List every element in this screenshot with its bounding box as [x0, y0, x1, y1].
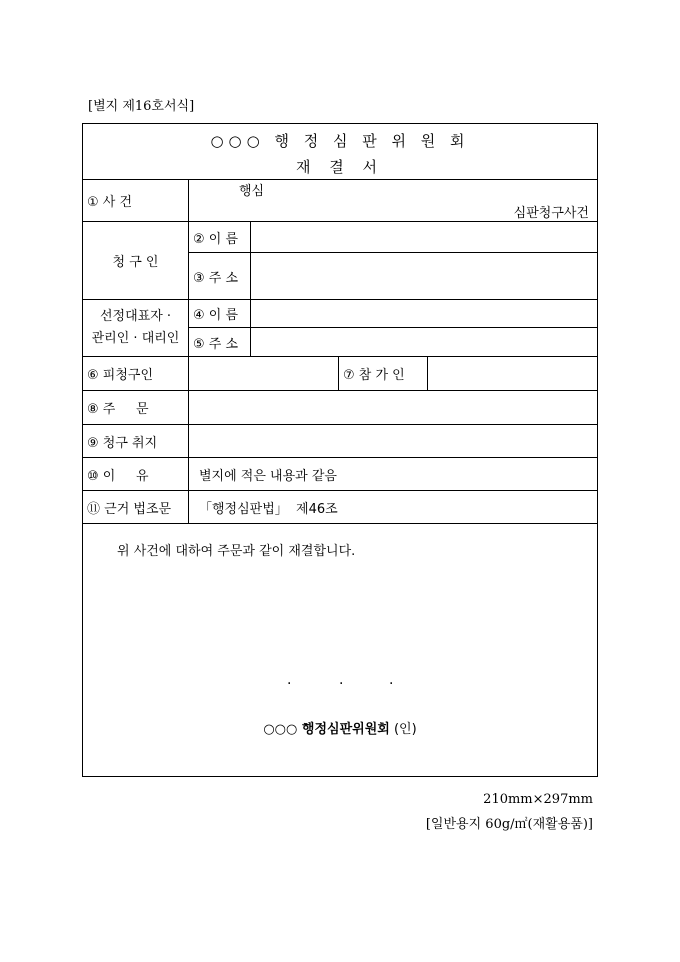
representative-label-line1: 선정대표자 · — [99, 309, 172, 324]
claimant-address-label: ③ 주 소 — [193, 270, 239, 286]
representative-row — [83, 300, 597, 357]
paper-size: 210mm×297mm — [483, 792, 593, 807]
paper-spec: [일반용지 60g/㎡(재활용품)] — [425, 817, 593, 832]
order-field[interactable] — [189, 391, 597, 424]
order-label: ⑧ 주 문 — [83, 391, 189, 424]
title-row — [83, 124, 597, 180]
date-year-dot: · — [287, 676, 292, 692]
committee-signature: ○○○ 행정심판위원회 — [263, 722, 390, 737]
reason-row — [83, 458, 597, 491]
participant-field[interactable] — [428, 357, 597, 390]
representative-address-field[interactable] — [251, 327, 597, 357]
case-label: ① 사 건 — [83, 180, 189, 221]
representative-name-field[interactable] — [251, 300, 597, 327]
legal-basis-row — [83, 491, 597, 524]
claimant-label: 청 구 인 — [83, 222, 189, 299]
claimant-address-field[interactable] — [251, 252, 597, 300]
representative-name-label: ④ 이 름 — [193, 308, 239, 323]
claimant-row — [83, 222, 597, 300]
seal-mark: (인) — [393, 722, 417, 737]
claim-purpose-row — [83, 425, 597, 458]
legal-basis-value: 「행정심판법」 제46조 — [199, 501, 338, 517]
respondent-field[interactable] — [189, 357, 339, 390]
respondent-label: ⑥ 피청구인 — [83, 357, 189, 390]
representative-label-line2: 관리인 · 대리인 — [91, 331, 180, 346]
committee-title: ○○○ 행 정 심 판 위 원 회 — [210, 132, 470, 150]
legal-basis-label: ⑪ 근거 법조문 — [83, 491, 189, 523]
reason-label: ⑩ 이 유 — [83, 458, 189, 490]
case-prefix: 행심 — [239, 184, 265, 199]
reason-value: 별지에 적은 내용과 같음 — [199, 468, 337, 484]
date-day-dot: · — [389, 676, 394, 692]
signature-line — [83, 718, 597, 737]
representative-address-label: ⑤ 주 소 — [193, 336, 239, 352]
document-title: 재 결 서 — [295, 158, 384, 176]
participant-label: ⑦ 참 가 인 — [339, 357, 428, 390]
claim-purpose-label: ⑨ 청구 취지 — [83, 425, 189, 457]
date-month-dot: · — [339, 676, 344, 692]
claimant-name-field[interactable] — [251, 222, 597, 252]
claimant-name-label: ② 이 름 — [193, 231, 239, 247]
form-number-label: [별지 제16호서식] — [88, 99, 195, 114]
case-suffix: 심판청구사건 — [513, 206, 589, 221]
decision-form — [82, 123, 598, 777]
order-row — [83, 391, 597, 425]
decision-statement: 위 사건에 대하여 주문과 같이 재결합니다. — [117, 544, 356, 559]
respondent-row — [83, 357, 597, 391]
case-row — [83, 180, 597, 222]
claim-purpose-field[interactable] — [189, 425, 597, 457]
